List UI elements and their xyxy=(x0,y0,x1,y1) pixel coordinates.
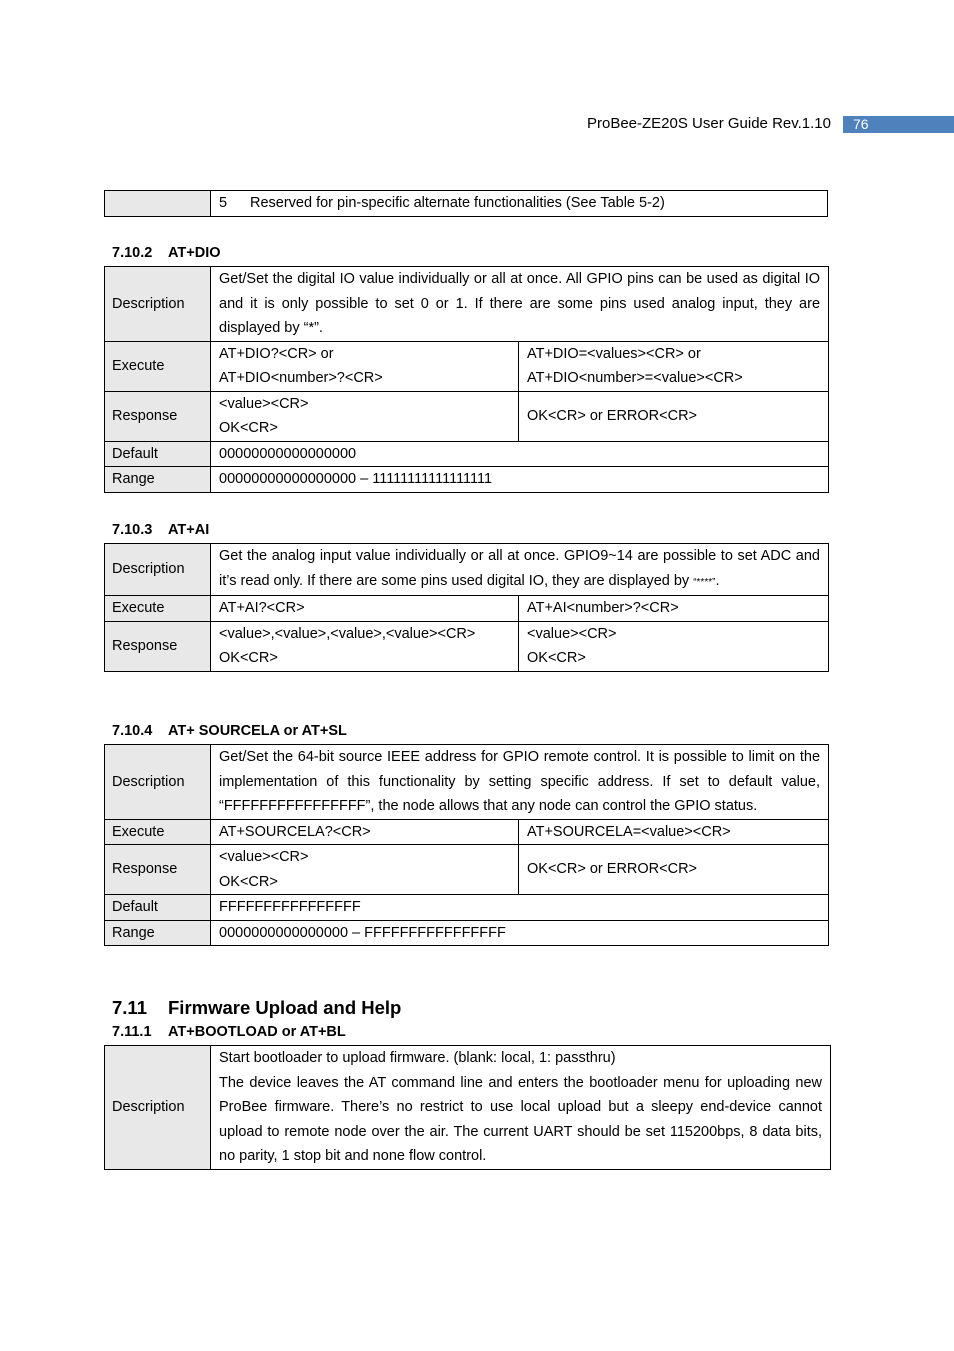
heading-at-dio xyxy=(112,245,221,261)
default-label: Default xyxy=(105,895,211,921)
description-line1: Start bootloader to upload firmware. (blank: local, 1: passthru) xyxy=(219,1050,616,1066)
range-value: 00000000000000000 – 11111111111111111 xyxy=(211,467,829,493)
range-label: Range xyxy=(105,467,211,493)
continuation-value-cell xyxy=(211,191,828,217)
heading-at-bootload xyxy=(112,1024,346,1040)
response-all xyxy=(211,621,519,671)
default-value: 00000000000000000 xyxy=(211,441,829,467)
execute-label: Execute xyxy=(105,819,211,845)
heading-number: 7.11.1 xyxy=(112,1024,152,1040)
response-get-line1: <value><CR> xyxy=(219,849,309,865)
continuation-table xyxy=(104,190,828,217)
execute-get-line2: AT+DIO<number>?<CR> xyxy=(219,370,383,386)
response-single xyxy=(519,621,829,671)
heading-title: AT+BOOTLOAD or AT+BL xyxy=(168,1024,346,1040)
range-label: Range xyxy=(105,920,211,946)
execute-set-line1: AT+DIO=<values><CR> or xyxy=(527,345,701,362)
heading-title: AT+DIO xyxy=(168,245,221,261)
heading-at-sourcela xyxy=(112,723,347,739)
description-text xyxy=(211,544,829,596)
heading-firmware-upload xyxy=(112,997,401,1019)
response-all-line1: <value>,<value>,<value>,<value><CR> xyxy=(219,625,476,642)
execute-get-line1: AT+DIO?<CR> or xyxy=(219,345,334,362)
description-label: Description xyxy=(105,1046,211,1170)
continuation-label-cell xyxy=(105,191,211,217)
response-label: Response xyxy=(105,391,211,441)
description-text xyxy=(211,1046,831,1170)
execute-get: AT+SOURCELA?<CR> xyxy=(211,819,519,845)
execute-get xyxy=(211,341,519,391)
description-main: Get the analog input value individually or all at once. GPIO9~14 are possible to set ADC and it’s read only. If there are some pins used digital IO, they are displayed by xyxy=(219,548,820,589)
heading-title: AT+AI xyxy=(168,522,210,538)
description-end: . xyxy=(715,572,720,589)
description-text: Get/Set the 64-bit source IEEE address for GPIO remote control. It is possible to limit on the implementation of this functionality by setting specific address. If set to default value, “FFFFFFFFFFFFFFFF”, the node allows that any node can control the GPIO status. xyxy=(211,745,829,820)
heading-at-ai xyxy=(112,522,209,538)
description-text: Get/Set the digital IO value individually or all at once. All GPIO pins can be used as digital IO and it is only possible to set 0 or 1. If there are some pins used analog input, they are displayed by “*”. xyxy=(211,267,829,342)
execute-label: Execute xyxy=(105,596,211,622)
heading-title: Firmware Upload and Help xyxy=(168,997,402,1018)
at-dio-table xyxy=(104,266,829,493)
default-label: Default xyxy=(105,441,211,467)
range-value: 0000000000000000 – FFFFFFFFFFFFFFFF xyxy=(211,920,829,946)
header-title: ProBee-ZE20S User Guide Rev.1.10 xyxy=(586,115,831,132)
response-label: Response xyxy=(105,621,211,671)
heading-title: AT+ SOURCELA or AT+SL xyxy=(168,723,347,739)
response-set: OK<CR> or ERROR<CR> xyxy=(519,845,829,895)
at-sourcela-table xyxy=(104,744,829,946)
response-get-line1: <value><CR> xyxy=(219,395,309,412)
response-single-line1: <value><CR> xyxy=(527,625,617,642)
response-label: Response xyxy=(105,845,211,895)
description-body: The device leaves the AT command line and enters the bootloader menu for uploading new ProBee firmware. There’s no restrict to use local upload but a sleepy end-device cannot upload to remote node over the air. The current UART should be set 115200bps, 8 data bits, no parity, 1 stop bit and none flow control. xyxy=(219,1074,822,1164)
execute-all: AT+AI?<CR> xyxy=(211,596,519,622)
response-get-line2: OK<CR> xyxy=(219,420,278,436)
continuation-text: Reserved for pin-specific alternate functionalities (See Table 5-2) xyxy=(250,195,665,212)
response-get xyxy=(211,391,519,441)
heading-number: 7.10.4 xyxy=(112,723,153,739)
description-label: Description xyxy=(105,544,211,596)
heading-number: 7.10.3 xyxy=(112,522,153,538)
continuation-num: 5 xyxy=(219,195,228,212)
heading-number: 7.11 xyxy=(112,997,147,1018)
response-get xyxy=(211,845,519,895)
description-quote: “****” xyxy=(693,576,716,588)
heading-number: 7.10.2 xyxy=(112,245,153,261)
at-ai-table xyxy=(104,543,829,672)
response-all-line2: OK<CR> xyxy=(219,650,278,666)
page-number: 76 xyxy=(843,116,954,133)
execute-set xyxy=(519,341,829,391)
response-get-line2: OK<CR> xyxy=(219,873,278,890)
response-single-line2: OK<CR> xyxy=(527,650,586,666)
default-value: FFFFFFFFFFFFFFFF xyxy=(211,895,829,921)
description-label: Description xyxy=(105,745,211,820)
execute-set-line2: AT+DIO<number>=<value><CR> xyxy=(527,370,743,386)
execute-single: AT+AI<number>?<CR> xyxy=(519,596,829,622)
at-bootload-table xyxy=(104,1045,831,1170)
execute-label: Execute xyxy=(105,341,211,391)
execute-set: AT+SOURCELA=<value><CR> xyxy=(519,819,829,845)
response-set: OK<CR> or ERROR<CR> xyxy=(519,391,829,441)
description-label: Description xyxy=(105,267,211,342)
